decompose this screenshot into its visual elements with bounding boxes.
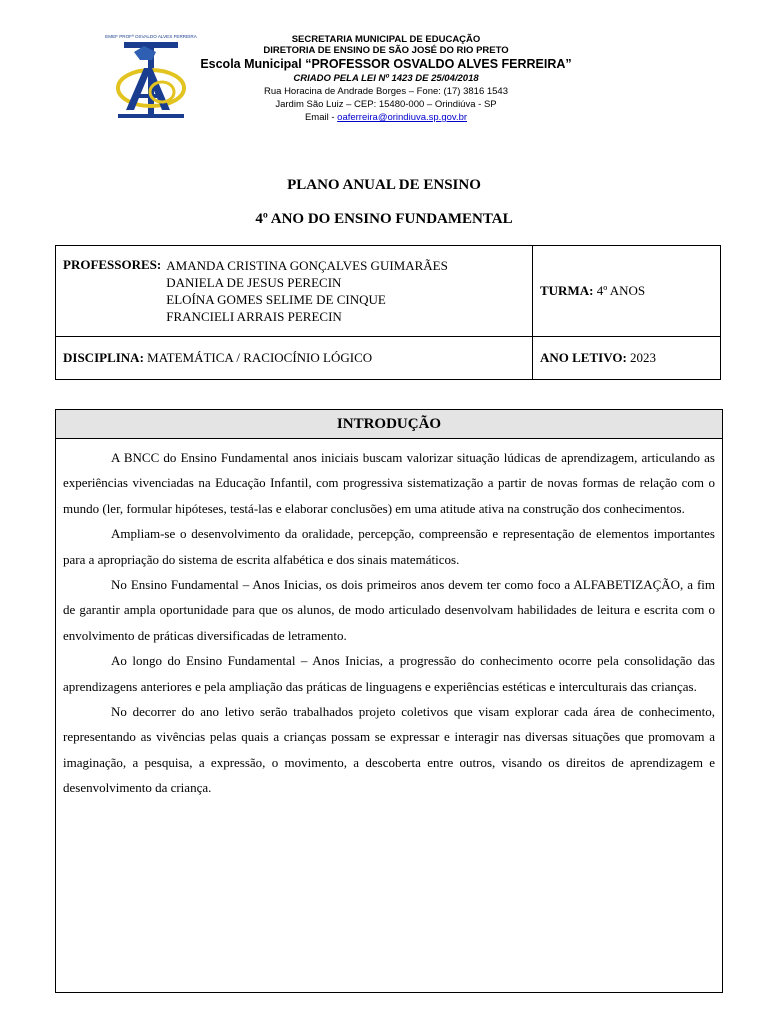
info-row-subject [56,337,721,380]
introduction-section [55,409,723,993]
turma-cell [533,246,721,337]
professor-name: AMANDA CRISTINA GONÇALVES GUIMARÃES [166,258,448,273]
professor-name: ELOÍNA GOMES SELIME DE CINQUE [166,292,386,307]
introduction-paragraph: A BNCC do Ensino Fundamental anos iniciais buscam valorizar situação lúdicas de aprendizagem, articulando as experiências vivenciadas na Educação Infantil, com progressiva sistematização a partir de novas formas de relação com o mundo (ler, formular hipóteses, testá-las e elaborar conclusões) em uma atitude ativa na construção dos conhecimentos. [63,450,715,516]
disciplina-value: MATEMÁTICA / RACIOCÍNIO LÓGICO [147,350,373,365]
email-link[interactable]: oaferreira@orindiuva.sp.gov.br [337,112,468,123]
ano-value: 2023 [630,350,657,365]
law-line: CRIADO PELA LEI Nº 1423 DE 25/04/2018 [293,73,479,84]
school-logo [104,32,198,120]
info-table [55,245,721,380]
ano-cell [533,337,721,380]
info-row-professors [56,246,721,337]
email-line [200,111,572,124]
turma-label: TURMA: [540,283,594,298]
introduction-paragraph: No decorrer do ano letivo serão trabalhados projeto coletivos que visam explorar cada área de conhecimento, representando as vivências pelas quais a crianças possam se expressar e interagir nas diversas situações que promovam a imaginação, a pesquisa, a expressão, o movimento, a descoberta entre outros, visando os direitos de aprendizagem e desenvolvimento da criança. [63,704,715,796]
document-subtitle: 4º ANO DO ENSINO FUNDAMENTAL [255,211,513,227]
logo-text: EMEF PROFª OSVALDO ALVES FERREIRA [105,34,197,39]
address-line: Rua Horacina de Andrade Borges – Fone: (17) 3816 1543 [264,86,508,97]
disciplina-label: DISCIPLINA: [63,350,144,365]
ano-label: ANO LETIVO: [540,350,627,365]
professors-cell [56,246,533,337]
secretaria-line: SECRETARIA MUNICIPAL DE EDUCAÇÃO [291,34,481,45]
document-title: PLANO ANUAL DE ENSINO [287,177,481,193]
introduction-paragraph: Ampliam-se o desenvolvimento da oralidade, percepção, compreensão e representação de elementos importantes para a apropriação do sistema de escrita alfabética e dos sinais matemáticos. [63,526,715,567]
letterhead [200,34,572,124]
diretoria-line: DIRETORIA DE ENSINO DE SÃO JOSÉ DO RIO PRETO [263,45,509,56]
introduction-body [56,439,722,801]
email-label: Email - [304,112,338,123]
professors-list [161,257,448,325]
professors-label: PROFESSORES: [63,257,162,272]
professor-name: DANIELA DE JESUS PERECIN [166,275,342,290]
neighborhood-line: Jardim São Luiz – CEP: 15480-000 – Orindiúva - SP [275,99,497,110]
introduction-heading: INTRODUÇÃO [56,410,722,439]
turma-value: 4º ANOS [596,283,646,298]
introduction-paragraph: Ao longo do Ensino Fundamental – Anos Inicias, a progressão do conhecimento ocorre pela consolidação das aprendizagens anteriores e pela ampliação das práticas de linguagens e experiências estéticas e interculturais das crianças. [63,653,715,694]
professor-name: FRANCIELI ARRAIS PERECIN [166,309,342,324]
school-name: Escola Municipal “PROFESSOR OSVALDO ALVES FERREIRA” [200,57,572,71]
disciplina-cell [56,337,533,380]
introduction-paragraph: No Ensino Fundamental – Anos Inicias, os dois primeiros anos devem ter como foco a ALFABETIZAÇÃO, a fim de garantir ampla oportunidade para que os alunos, de modo articulado desenvolvam habilidades de leitura e escrita com o envolvimento de práticas diversificadas de letramento. [63,577,715,643]
